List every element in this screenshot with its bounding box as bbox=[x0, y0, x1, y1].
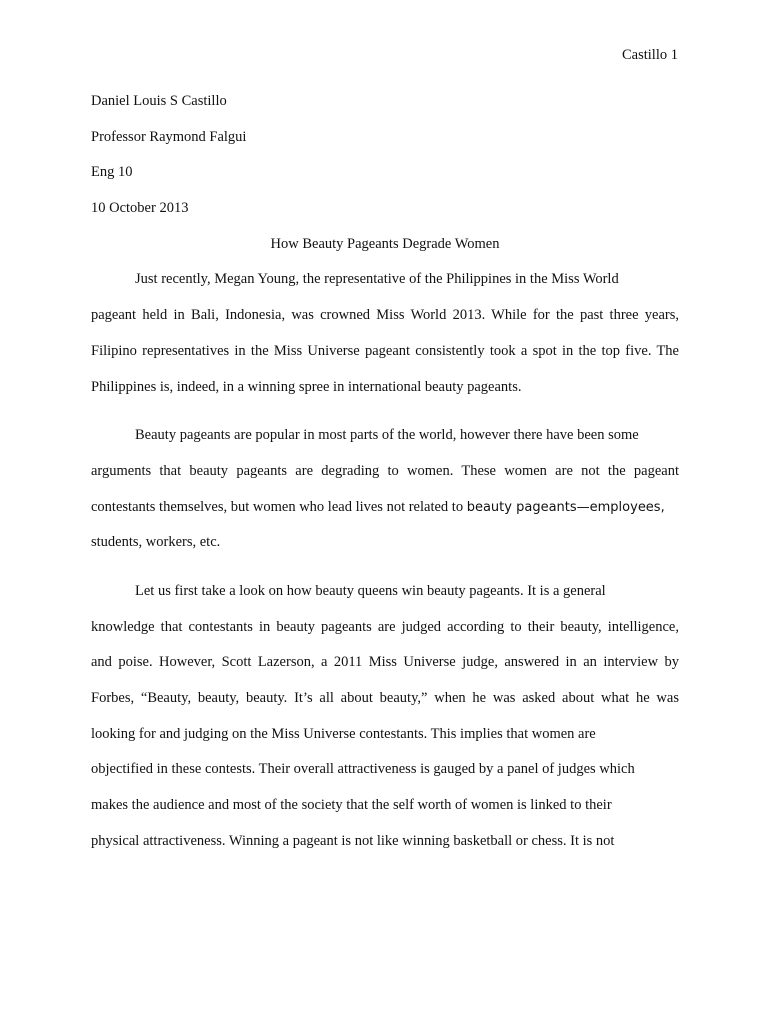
paragraph-line: Let us first take a look on how beauty queens win beauty pageants. It is a general bbox=[135, 582, 606, 599]
paragraph-line: Just recently, Megan Young, the representative of the Philippines in the Miss World bbox=[135, 271, 619, 288]
paragraph-sans-run: beauty pageants—employees, bbox=[466, 499, 665, 515]
paragraph-line: makes the audience and most of the society that the self worth of women is linked to their bbox=[91, 797, 612, 814]
paragraph-2 bbox=[91, 418, 679, 561]
paragraph-line: students, workers, etc. bbox=[91, 534, 221, 551]
paragraph-1 bbox=[91, 262, 679, 405]
paragraph-line: Forbes, “Beauty, beauty, beauty. It’s all about beauty,” when he was asked about what he was bbox=[91, 690, 679, 706]
paragraph-line: arguments that beauty pageants are degrading to women. These women are not the pageant bbox=[91, 462, 679, 479]
paragraph-line-mixed bbox=[91, 490, 679, 526]
paragraph-gap bbox=[91, 561, 679, 574]
paragraph-line: knowledge that contestants in beauty pageants are judged according to their beauty, intelligence, bbox=[91, 618, 679, 635]
professor-name: Professor Raymond Falgui bbox=[91, 128, 247, 145]
paragraph-gap bbox=[91, 405, 679, 418]
paragraph-line: Philippines is, indeed, in a winning spree in international beauty pageants. bbox=[91, 378, 522, 395]
paragraph-line: Beauty pageants are popular in most parts of the world, however there have been some bbox=[135, 427, 639, 444]
essay-title: How Beauty Pageants Degrade Women bbox=[270, 235, 500, 252]
paragraph-line: Filipino representatives in the Miss Universe pageant consistently took a spot in the top five. The bbox=[91, 342, 679, 359]
paragraph-line: and poise. However, Scott Lazerson, a 2011 Miss Universe judge, answered in an interview by bbox=[91, 654, 679, 671]
paragraph-line: looking for and judging on the Miss Universe contestants. This implies that women are bbox=[91, 725, 596, 742]
paragraph-line: pageant held in Bali, Indonesia, was crowned Miss World 2013. While for the past three years, bbox=[91, 307, 679, 324]
essay-body bbox=[91, 84, 679, 859]
essay-date: 10 October 2013 bbox=[91, 200, 189, 217]
running-head: Castillo 1 bbox=[622, 47, 678, 63]
paragraph-3 bbox=[91, 574, 679, 860]
paragraph-text-run: contestants themselves, but women who lead lives not related to bbox=[91, 498, 467, 515]
author-name: Daniel Louis S Castillo bbox=[91, 93, 227, 109]
paragraph-line: physical attractiveness. Winning a pageant is not like winning basketball or chess. It is not bbox=[91, 832, 615, 849]
course-name: Eng 10 bbox=[91, 164, 133, 181]
paragraph-line: objectified in these contests. Their overall attractiveness is gauged by a panel of judges which bbox=[91, 761, 635, 778]
